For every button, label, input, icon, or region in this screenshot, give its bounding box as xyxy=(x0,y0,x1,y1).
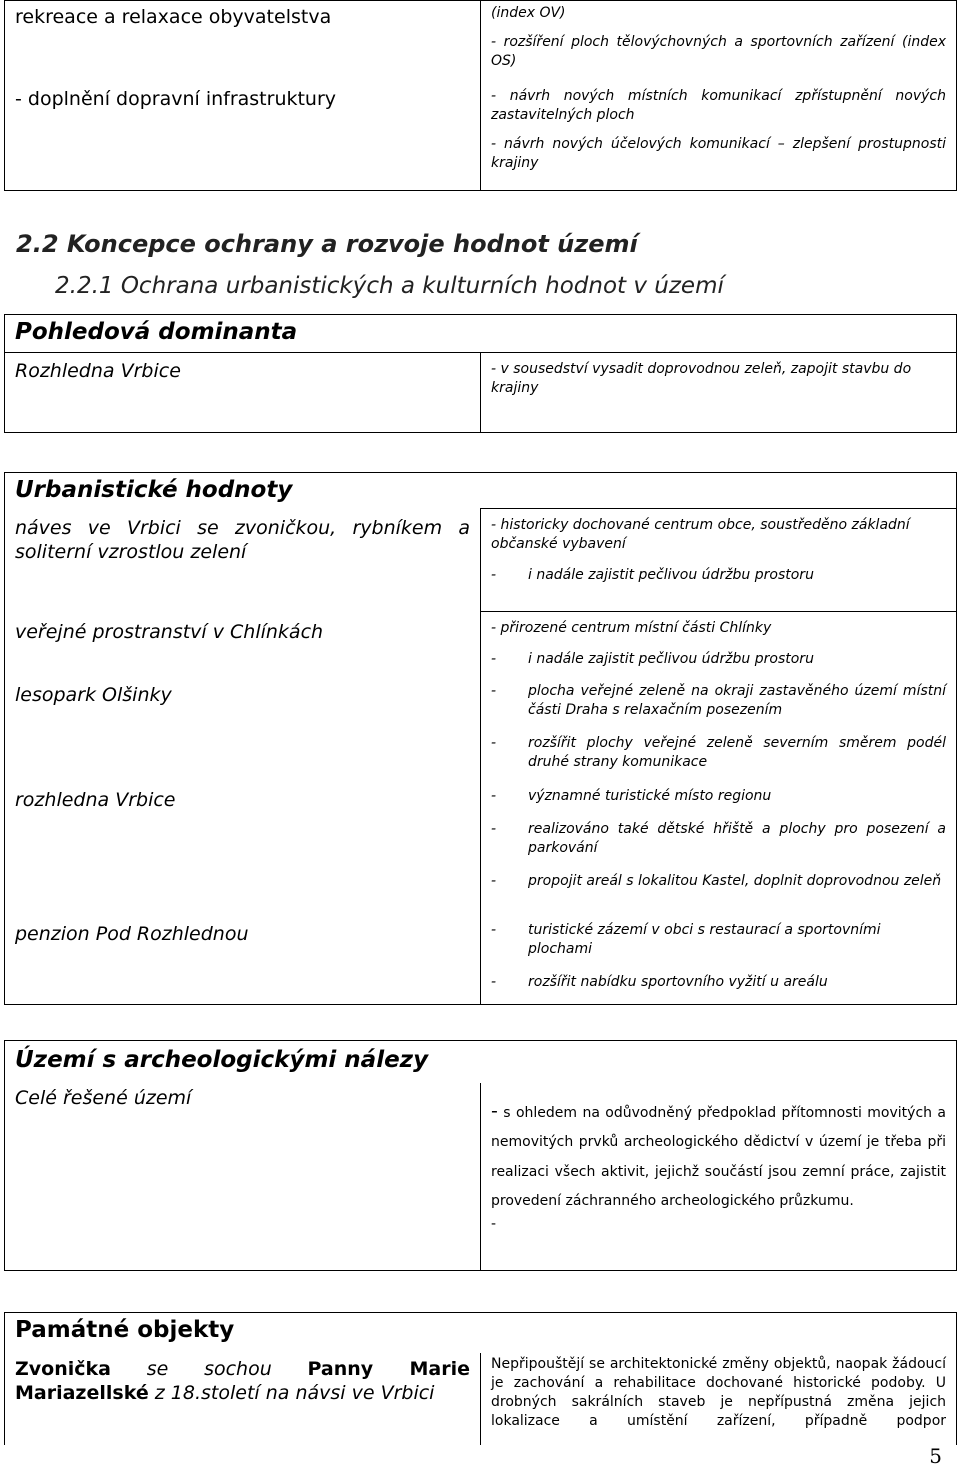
table-cell xyxy=(5,1353,481,1445)
cell-text: rozhledna Vrbice xyxy=(15,788,176,811)
cell-text xyxy=(5,1353,480,1409)
table-urbanisticke xyxy=(4,472,957,1005)
table-cell xyxy=(481,79,957,191)
table-cell xyxy=(5,678,481,782)
table-cell xyxy=(481,678,957,782)
cell-text: veřejné prostranství v Chlínkách xyxy=(15,620,324,643)
cell-text: i nadále zajistit pečlivou údržbu prostoru xyxy=(528,651,814,667)
table-cell xyxy=(481,1,957,79)
table-infrastructure xyxy=(4,0,957,191)
cell-text xyxy=(481,678,956,720)
table-pamatne xyxy=(4,1312,957,1445)
cell-text: Panny Marie Mariazellské xyxy=(15,1357,470,1404)
cell-text xyxy=(481,916,956,959)
cell-text: se sochou xyxy=(110,1357,308,1380)
cell-text: plocha veřejné zeleně na okraji zastavěného území místní části Draha s relaxačním posezením xyxy=(528,682,947,718)
cell-text: - rozšíření ploch tělovýchovných a sportovních zařízení (index OS) xyxy=(491,34,946,69)
cell-text xyxy=(481,858,956,891)
dash: - xyxy=(491,651,497,667)
cell-text: rozšířit plochy veřejné zeleně severním směrem podél druhé strany komunikace xyxy=(528,734,947,770)
dash: - xyxy=(491,921,497,938)
table-header xyxy=(5,473,957,509)
table-cell xyxy=(5,1,481,79)
cell-text: významné turistické místo regionu xyxy=(528,787,772,804)
cell-text: - historicky dochované centrum obce, soustředěno základní občanské vybavení xyxy=(491,517,910,552)
dash: - xyxy=(491,787,497,804)
table-cell xyxy=(481,1083,957,1271)
cell-text: Celé řešené území xyxy=(15,1086,192,1109)
cell-text: století na návsi ve Vrbici xyxy=(201,1381,435,1404)
cell-text xyxy=(481,554,956,585)
table-heading: Urbanistické hodnoty xyxy=(15,477,293,503)
table-cell xyxy=(5,509,481,612)
table-cell xyxy=(5,782,481,916)
cell-text: penzion Pod Rozhlednou xyxy=(15,922,249,945)
dash: - xyxy=(491,682,497,699)
cell-text: turistické zázemí v obci s restaurací a sportovními plochami xyxy=(528,921,881,957)
table-heading: Území s archeologickými nálezy xyxy=(15,1047,429,1073)
cell-text: (index OV) xyxy=(491,5,566,21)
table-archeo xyxy=(4,1040,957,1271)
cell-text: z 18. xyxy=(148,1381,202,1404)
table-cell xyxy=(481,1353,957,1445)
cell-text: lesopark Olšinky xyxy=(15,683,172,706)
cell-text: i nadále zajistit pečlivou údržbu prostoru xyxy=(528,567,814,583)
dash: - xyxy=(491,973,497,990)
table-heading: Pohledová dominanta xyxy=(15,319,298,345)
table-header xyxy=(5,315,957,353)
cell-text xyxy=(481,782,956,806)
subsection-heading: 2.2.1 Ochrana urbanistických a kulturních hodnot v území xyxy=(55,273,724,299)
cell-text xyxy=(481,638,956,669)
cell-text: propojit areál s lokalitou Kastel, doplnit doprovodnou zeleň xyxy=(528,872,942,889)
table-header xyxy=(5,1313,957,1353)
cell-text: realizováno také dětské hřiště a plochy pro posezení a parkování xyxy=(528,820,947,856)
dash: - xyxy=(491,567,497,583)
table-cell xyxy=(481,353,957,433)
cell-text: rozšířit nabídku sportovního vyžití u areálu xyxy=(528,973,828,990)
dash: - xyxy=(491,1099,498,1122)
table-cell xyxy=(481,782,957,916)
dash: - xyxy=(491,734,497,751)
cell-text: Rozhledna Vrbice xyxy=(15,360,181,382)
table-heading: Památné objekty xyxy=(15,1317,235,1343)
table-cell xyxy=(5,1083,481,1271)
page-number: 5 xyxy=(929,1444,942,1468)
cell-text xyxy=(481,806,956,858)
cell-text: s ohledem na odůvodněný předpoklad přítomnosti movitých a nemovitých prvků archeologického dědictví v území je třeba při realizaci všech aktivit, jejichž součástí jsou zemní práce, zajistit provedení záchranného archeologického průzkumu. xyxy=(491,1104,946,1209)
table-cell xyxy=(5,353,481,433)
cell-text: - návrh nových účelových komunikací – zlepšení prostupnosti krajiny xyxy=(491,135,946,171)
table-cell xyxy=(481,509,957,612)
cell-text xyxy=(481,720,956,772)
dash: - xyxy=(491,872,497,889)
table-header xyxy=(5,1041,957,1083)
cell-text xyxy=(481,1083,956,1217)
table-cell xyxy=(5,79,481,191)
cell-text: Zvonička xyxy=(15,1357,111,1380)
table-cell xyxy=(5,916,481,1005)
cell-text xyxy=(481,959,956,992)
cell-text: - přirozené centrum místní části Chlínky xyxy=(491,620,772,636)
table-dominanta xyxy=(4,314,957,433)
table-cell xyxy=(5,612,481,678)
section-heading: 2.2 Koncepce ochrany a rozvoje hodnot území xyxy=(16,230,638,258)
cell-text: - doplnění dopravní infrastruktury xyxy=(15,87,337,110)
table-cell xyxy=(481,916,957,1005)
cell-text: - v sousedství vysadit doprovodnou zeleň, zapojit stavbu do krajiny xyxy=(491,361,912,396)
dash: - xyxy=(491,1215,497,1232)
cell-text: - návrh nových místních komunikací zpřístupnění nových zastavitelných ploch xyxy=(491,87,946,123)
dash: - xyxy=(491,820,497,837)
cell-text: Nepřipouštějí se architektonické změny objektů, naopak žádoucí je zachování a rehabilitace dochované historické podoby. U drobných sakrálních staveb je nepřípustná změna jejich lokalizace a umístění zařízení, případně podpor xyxy=(491,1355,947,1429)
cell-text: rekreace a relaxace obyvatelstva xyxy=(15,6,332,28)
cell-text: náves ve Vrbici se zvoničkou, rybníkem a soliterní vzrostlou zelení xyxy=(15,516,470,563)
table-cell xyxy=(481,612,957,678)
